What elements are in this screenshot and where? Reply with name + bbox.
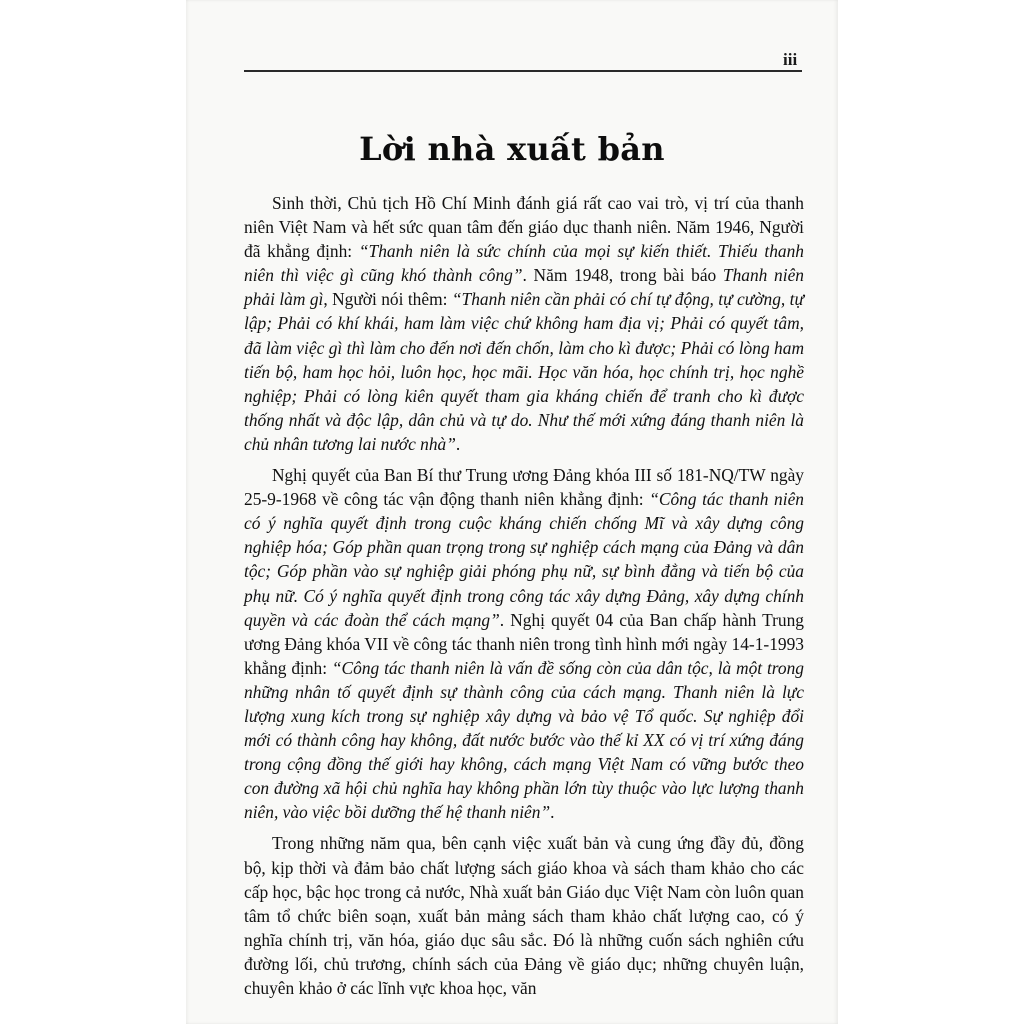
paragraph-text: , Người nói thêm: xyxy=(323,289,452,310)
quote-text: “Thanh niên cần phải có chí tự động, tự cường, tự lập; Phải có khí khái, ham làm việc chứ không ham địa vị; Phải có quyết tâm, đã làm việc gì thì làm cho đến nơi đến chốn, làm cho kì được; Phải có lòng ham tiến bộ, ham học hỏi, luôn học, học mãi. Học văn hóa, học chính trị, học nghề nghiệp; Phải có lòng kiên quyết tham gia kháng chiến để tranh cho kì được thống nhất và độc lập, dân chủ và tự do. Như thế mới xứng đáng thanh niên là chủ nhân tương lai nước nhà” xyxy=(244,289,804,454)
quote-text: “Thanh niên là sức chính của mọi sự kiến thiết. Thiếu thanh niên thì việc gì cũng khó thành công” xyxy=(244,241,804,286)
quote-text: Thanh niên phải làm gì xyxy=(244,265,804,310)
paragraph-text: . xyxy=(455,433,461,454)
quote-text: “Công tác thanh niên là vấn đề sống còn của dân tộc, là một trong những nhân tố quyết định sự thành công của cách mạng. Thanh niên là lực lượng xung kích trong sự nghiệp xây dựng và bảo vệ Tổ quốc. Sự nghiệp đổi mới có thành công hay không, đất nước bước vào thế kỉ XX có vị trí xứng đáng trong cộng đồng thế giới hay không, cách mạng Việt Nam có vững bước theo con đường xã hội chủ nghĩa hay không phần lớn tùy thuộc vào lực lượng thanh niên, vào việc bồi dưỡng thế hệ thanh niên” xyxy=(244,657,804,823)
body-text xyxy=(244,191,804,1000)
quote-text: “Công tác thanh niên có ý nghĩa quyết định trong cuộc kháng chiến chống Mĩ và xây dựng công nghiệp hóa; Góp phần quan trọng trong sự nghiệp cách mạng của Đảng và dân tộc; Góp phần vào sự nghiệp giải phóng phụ nữ, sự bình đẳng và tiến bộ của phụ nữ. Có ý nghĩa quyết định trong công tác xây dựng Đảng, xây dựng chính quyền và các đoàn thể cách mạng” xyxy=(244,489,805,630)
paragraph xyxy=(244,191,804,456)
book-page xyxy=(186,0,838,1024)
paragraph-text: Sinh thời, Chủ tịch Hồ Chí Minh đánh giá rất cao vai trò, vị trí của thanh niên Việt Nam và hết sức quan tâm đến giáo dục thanh niên. Năm 1946, Người đã khẳng định: xyxy=(244,193,804,262)
paragraph-text: Trong những năm qua, bên cạnh việc xuất bản và cung ứng đầy đủ, đồng bộ, kịp thời và đảm bảo chất lượng sách giáo khoa và sách tham khảo cho các cấp học, bậc học trong cả nước, Nhà xuất bản Giáo dục Việt Nam còn luôn quan tâm tổ chức biên soạn, xuất bản mảng sách tham khảo chất lượng cao, có ý nghĩa chính trị, văn hóa, giáo dục sâu sắc. Đó là những cuốn sách nghiên cứu đường lối, chủ trương, chính sách của Đảng về giáo dục; những chuyên luận, chuyên khảo ở các lĩnh vực khoa học, văn xyxy=(244,833,804,998)
page-title: Lời nhà xuất bản xyxy=(359,130,665,168)
paragraph-text: Nghị quyết của Ban Bí thư Trung ương Đảng khóa III số 181-NQ/TW ngày 25-9-1968 về công tác vận động thanh niên khẳng định: xyxy=(244,465,804,510)
paragraph-text: . Năm 1948, trong bài báo xyxy=(522,265,723,286)
paragraph-text: . Nghị quyết 04 của Ban chấp hành Trung ương Đảng khóa VII về công tác thanh niên trong tình hình mới ngày 14-1-1993 khẳng định: xyxy=(244,609,804,678)
header-rule xyxy=(244,70,802,72)
paragraph-text: . xyxy=(550,802,555,823)
paragraph xyxy=(244,463,804,824)
paragraph xyxy=(244,831,804,1000)
page-number: iii xyxy=(783,50,798,69)
